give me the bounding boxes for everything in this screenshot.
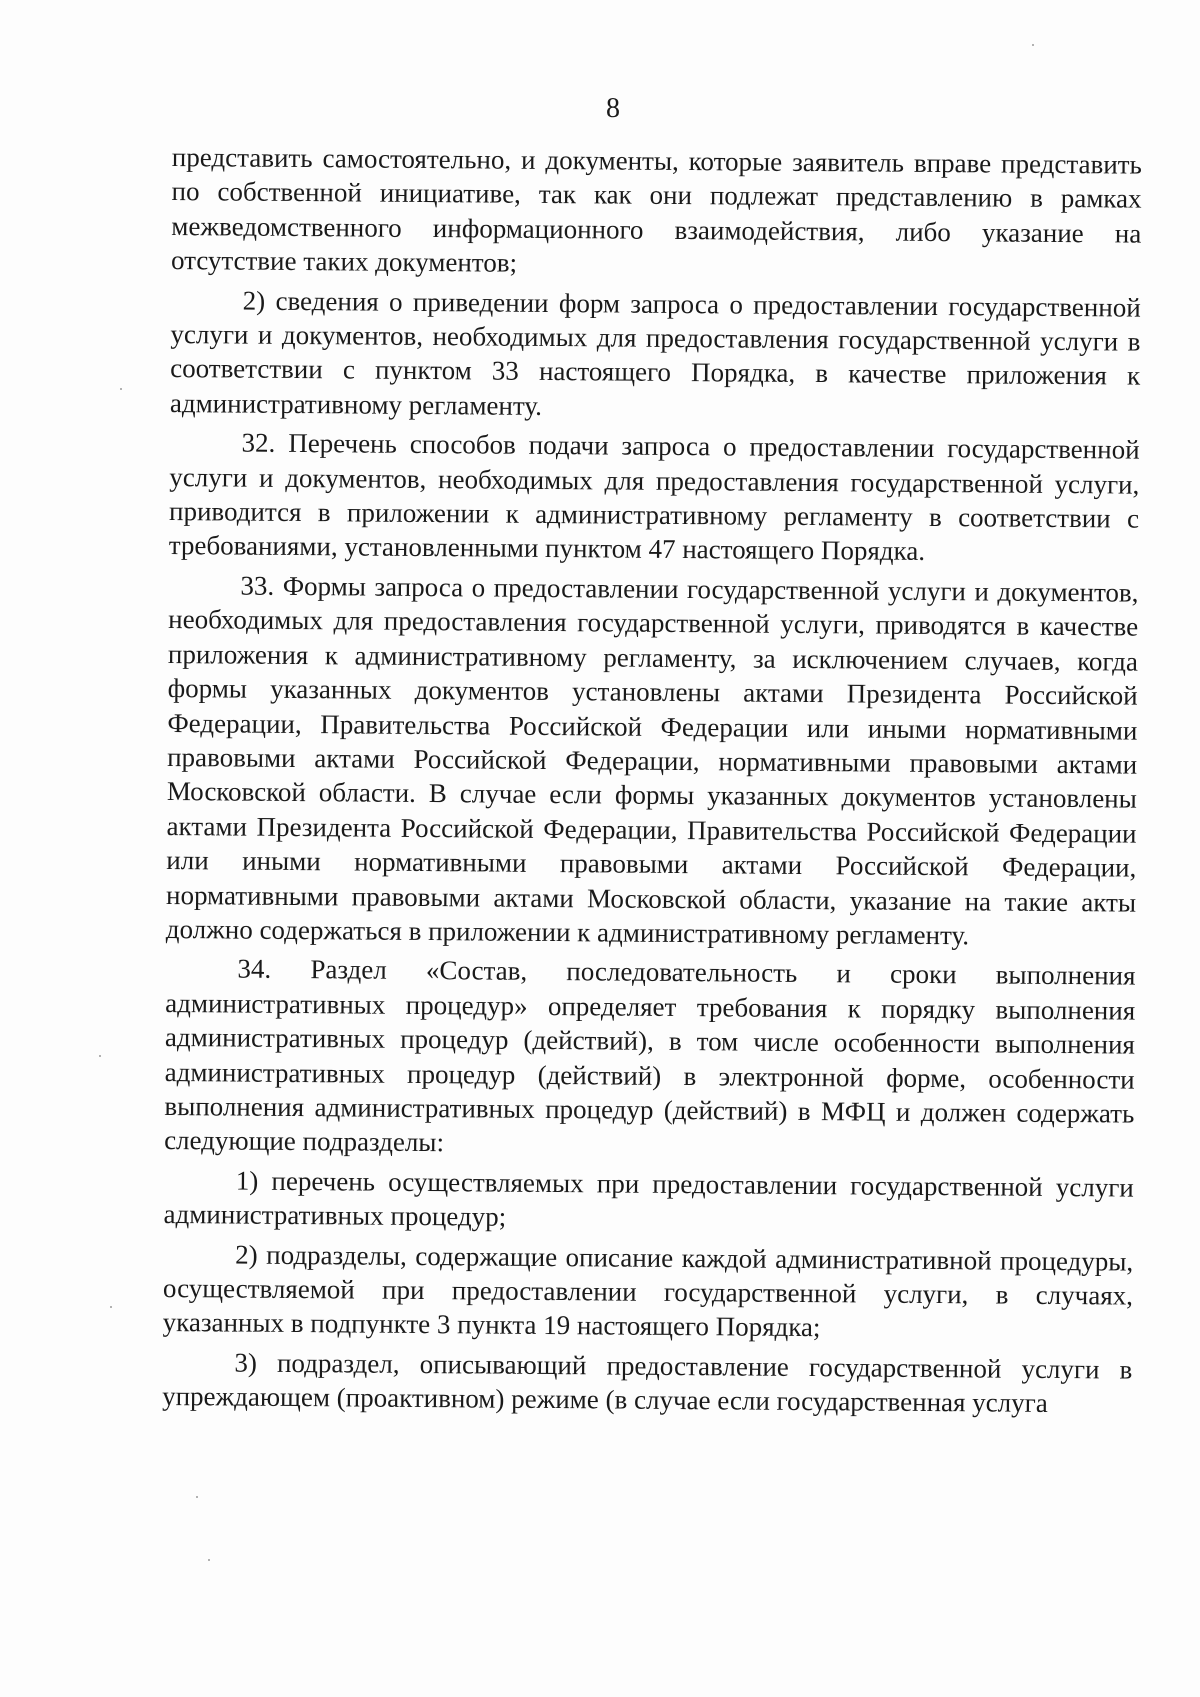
paragraph-34-item-2: 2) подразделы, содержащие описание каждой административной процедуры, осуществляемой при предоставлении государственной услуги, в случаях, указанных в подпункте 3 пункта 19 настоящего Порядка; [162,1239,1134,1343]
scan-speck [196,1496,198,1498]
paragraph-documents-list-end: представить самостоятельно, и документы, которые заявитель вправе представить по собственной инициативе, так как они подлежат представлению в рамках межведомственного информационного взаимодействия, либо указание на отсутствие таких документов; [170,141,1142,278]
scan-speck [208,1559,210,1561]
scan-speck [1032,44,1034,46]
paragraph-32: 32. Перечень способов подачи запроса о предоставлении государственной услуги и документов, необходимых для предоставления государственной услуги, приводится в приложении к административному регламенту в соответствии с требованиями, установленными пунктом 47 настоящего Порядка. [168,427,1140,567]
scan-speck [110,1306,112,1308]
document-body [162,140,1142,1426]
page-number: 8 [606,93,620,124]
paragraph-34-item-3: 3) подраздел, описывающий предоставление государственной услуги в упреждающем (проактивном) режиме (в случае если государственная услуга [162,1347,1133,1419]
paragraph-34-item-1: 1) перечень осуществляемых при предоставлении государственной услуги административных процедур; [163,1165,1134,1232]
paragraph-item-2-forms: 2) сведения о приведении форм запроса о предоставлении государственной услуги и документов, необходимых для предоставления государственной услуги в соответствии с пунктом 33 настоящего Порядка, в качестве приложения к административному регламенту. [169,285,1141,421]
scan-speck [99,1055,101,1057]
paragraph-34: 34. Раздел «Состав, последовательность и сроки выполнения административных процедур» определяет требования к порядку выполнения административных процедур (действий), в том числе особенности выполнения административных процедур (действий) в электронной форме, особенности выполнения административных процедур (действий) в МФЦ и должен содержать следующие подразделы: [164,953,1136,1158]
paragraph-33: 33. Формы запроса о предоставлении государственной услуги и документов, необходимых для предоставления государственной услуги, приводятся в качестве приложения к административному регламенту, за исключением случаев, когда формы указанных документов установлены актами Президента Российской Федерации, Правительства Российской Федерации или иными нормативными правовыми актами Российской Федерации, нормативными правовыми актами Московской области. В случае если формы указанных документов установлены актами Президента Российской Федерации, Правительства Российской Федерации или иными нормативными правовыми актами Российской Федерации, нормативными правовыми актами Московской области, указание на такие акты должно содержаться в приложении к административному регламенту. [165,570,1139,951]
scan-speck [120,388,122,390]
